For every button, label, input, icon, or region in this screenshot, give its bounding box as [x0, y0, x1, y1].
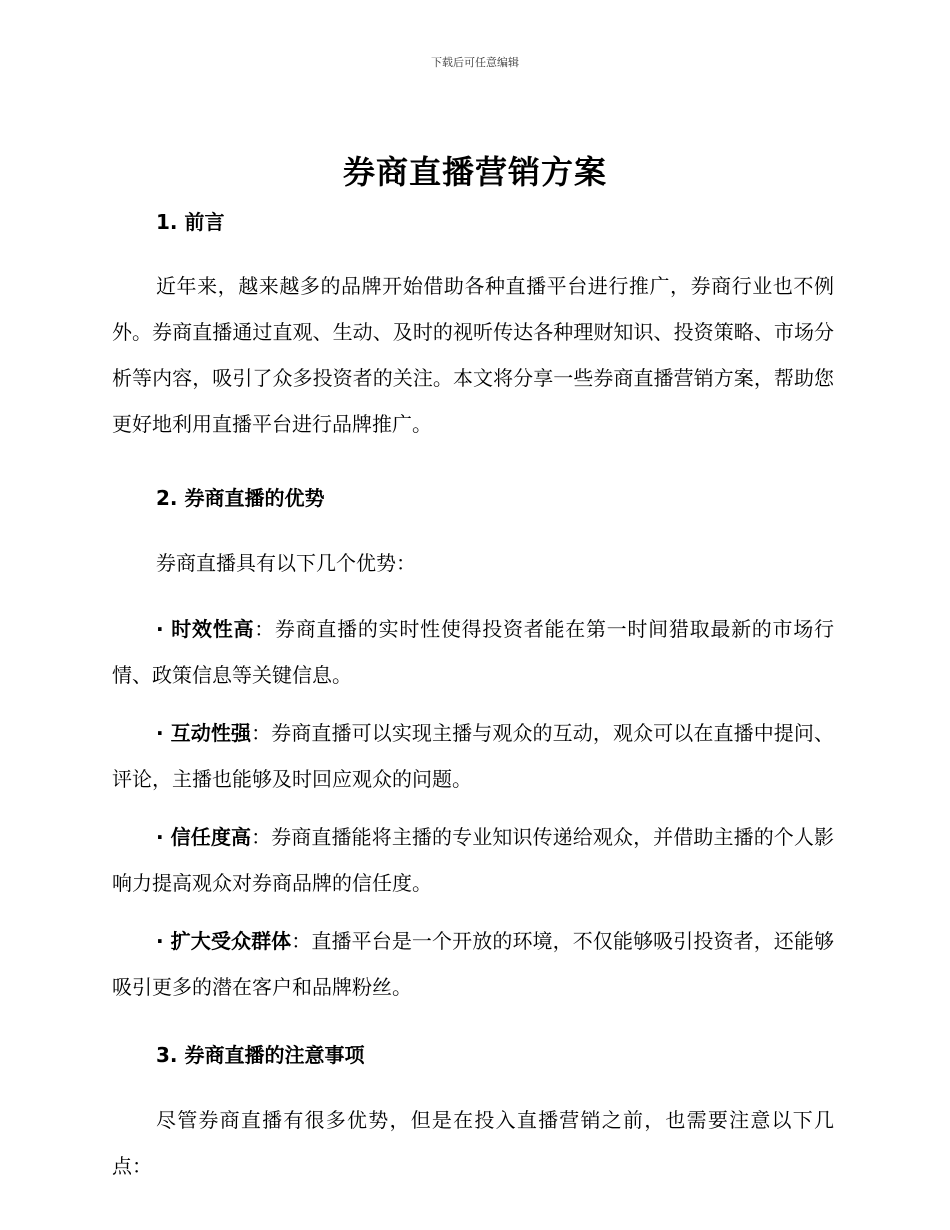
bullet-item-trust	[112, 814, 834, 906]
bullet-text: ：券商直播能将主播的专业知识传递给观众，并借助主播的个人影响力提高观众对券商品牌的信任度。	[112, 825, 835, 895]
bullet-text: ：直播平台是一个开放的环境，不仅能够吸引投资者，还能够吸引更多的潜在客户和品牌粉丝。	[112, 929, 835, 999]
document-title: 券商直播营销方案	[342, 153, 607, 191]
bullet-term: · 信任度高	[156, 825, 252, 849]
document-body	[112, 200, 834, 1189]
section-heading-preface: 1. 前言	[156, 210, 225, 234]
page-header-note: 下载后可任意编辑	[431, 56, 519, 69]
bullet-item-audience	[112, 918, 834, 1010]
bullet-item-timeliness	[112, 606, 834, 698]
bullet-text: ：券商直播的实时性使得投资者能在第一时间猎取最新的市场行情、政策信息等关键信息。	[112, 617, 835, 687]
advantages-intro: 券商直播具有以下几个优势：	[156, 551, 416, 575]
bullet-term: · 时效性高	[156, 617, 255, 641]
bullet-text: ：券商直播可以实现主播与观众的互动，观众可以在直播中提问、评论，主播也能够及时回应观众的问题。	[112, 721, 835, 791]
preface-paragraph: 近年来，越来越多的品牌开始借助各种直播平台进行推广，券商行业也不例外。券商直播通过直观、生动、及时的视听传达各种理财知识、投资策略、市场分析等内容，吸引了众多投资者的关注。本文将分享一些券商直播营销方案，帮助您更好地利用直播平台进行品牌推广。	[112, 274, 834, 436]
precautions-paragraph: 尽管券商直播有很多优势，但是在投入直播营销之前，也需要注意以下几点：	[112, 1108, 834, 1178]
section-heading-advantages: 2. 券商直播的优势	[156, 486, 325, 510]
bullet-item-interactivity	[112, 710, 834, 802]
bullet-term: · 互动性强	[156, 721, 252, 745]
section-heading-precautions: 3. 券商直播的注意事项	[156, 1043, 365, 1067]
bullet-term: · 扩大受众群体	[156, 929, 292, 953]
